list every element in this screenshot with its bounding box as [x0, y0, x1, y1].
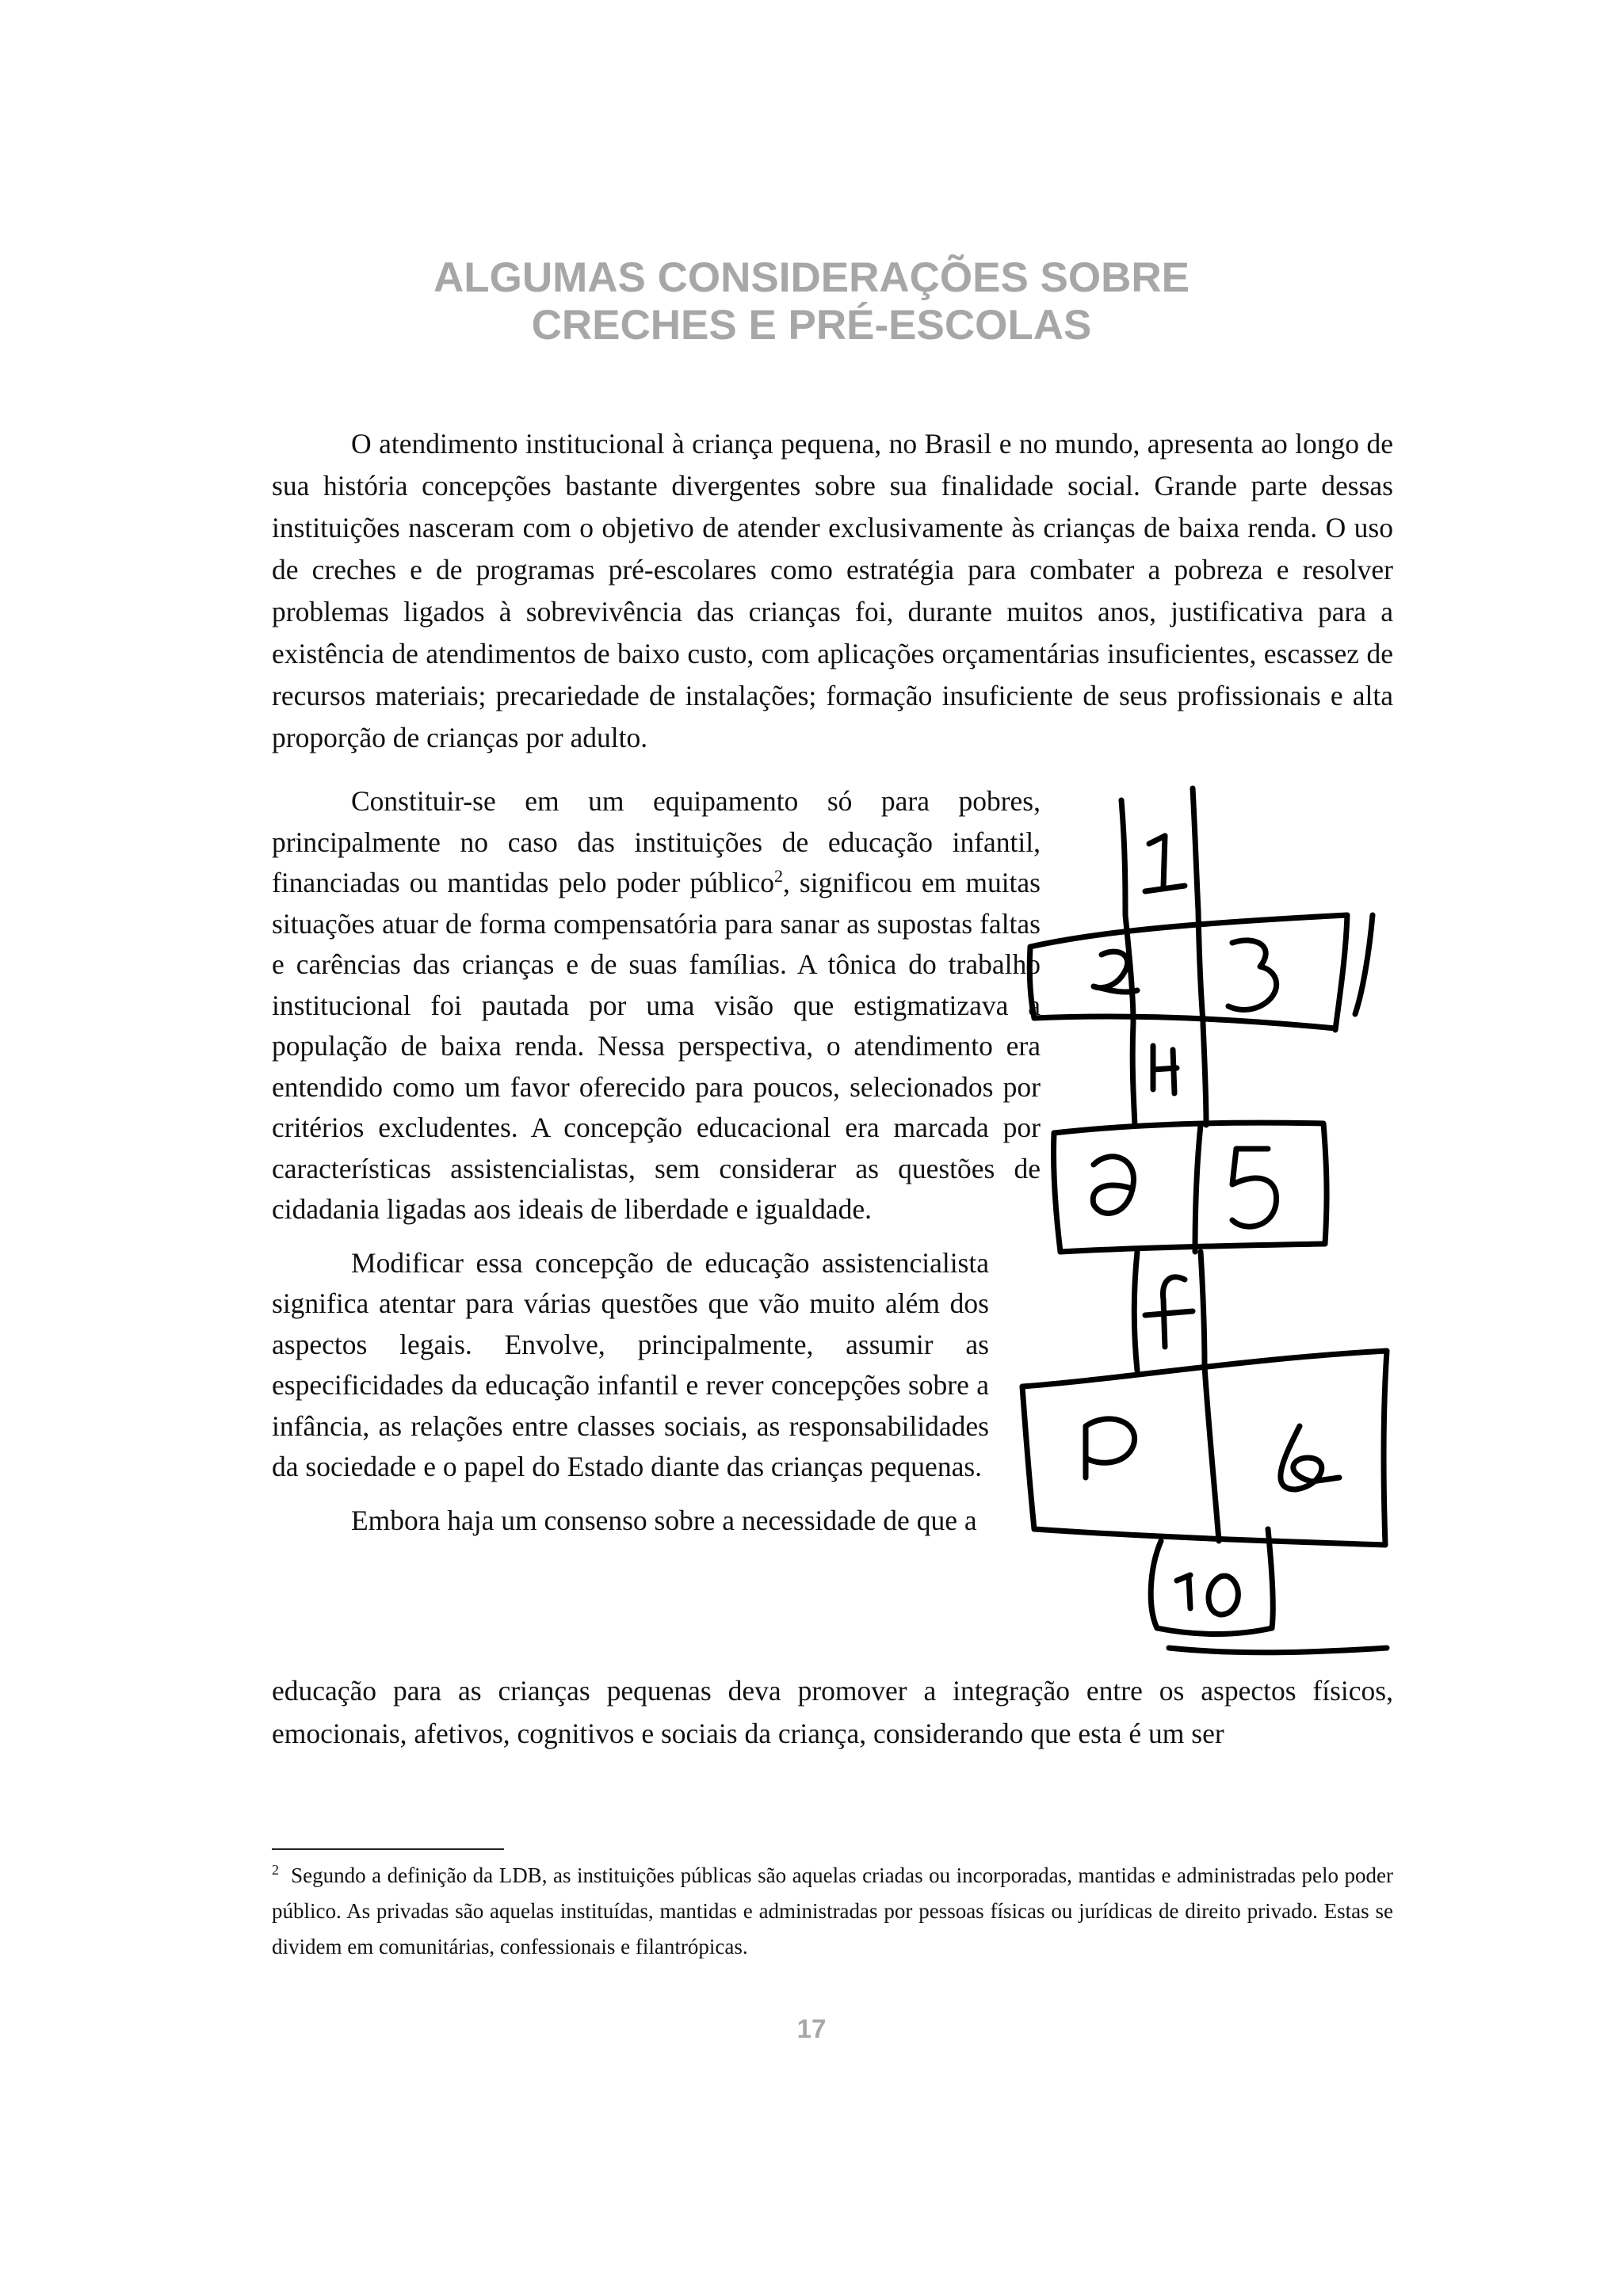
paragraph-2 — [272, 781, 1041, 1230]
paragraph-4-start: Embora haja um consenso sobre a necessidade de que a — [351, 1504, 977, 1536]
body-text-narrow — [272, 781, 1041, 1541]
footnote-text: Segundo a definição da LDB, as instituições públicas são aquelas criadas ou incorporadas, mantidas e administradas pelo poder público. As privadas são aquelas instituídas, mantidas e administradas por pessoas físicas ou jurídicas de direito privado. Estas se dividem em comunitárias, confessionais e filantrópicas. — [272, 1863, 1393, 1958]
paragraph-3: Modificar essa concepção de educação assistencialista significa atentar para várias questões que vão muito além dos aspectos legais. Envolve, principalmente, assumir as especificidades da educação infantil e rever concepções sobre a infância, as relações entre classes sociais, as responsabilidades da sociedade e o papel do Estado diante das crianças pequenas. — [272, 1246, 989, 1482]
chapter-title-line-2: CRECHES E PRÉ-ESCOLAS — [531, 302, 1092, 349]
paragraph-2-part-a: Constituir-se em um equipamento só para pobres, principalmente no caso das instituições de educação infantil, financiadas ou mantidas pelo poder público — [272, 785, 1041, 898]
paragraph-1: O atendimento institucional à criança pequena, no Brasil e no mundo, apresenta ao longo de sua história concepções bastante divergentes sobre sua finalidade social. Grande parte dessas instituições nasceram com o objetivo de atender exclusivamente às crianças de baixa renda. O uso de creches e de programas pré-escolares como estratégia para combater a pobreza e resolver problemas ligados à sobrevivência das crianças foi, durante muitos anos, justificativa para a existência de atendimentos de baixo custo, com aplicações orçamentárias insuficientes, escassez de recursos materiais; precariedade de instalações; formação insuficiente de seus profissionais e alta proporção de crianças por adulto. — [272, 428, 1393, 753]
chapter-title-line-1: ALGUMAS CONSIDERAÇÕES SOBRE — [433, 254, 1190, 301]
footnote-separator — [272, 1848, 504, 1850]
hopscotch-drawing — [1006, 776, 1419, 1672]
footnote-marker: 2 — [272, 1862, 279, 1878]
paragraph-4-continuation: educação para as crianças pequenas deva promover a integração entre os aspectos físicos, emocionais, afetivos, cognitivos e sociais da criança, considerando que esta é um ser — [272, 1675, 1393, 1749]
body-text-continuation — [272, 1669, 1393, 1755]
paragraph-2-part-b: , significou em muitas situações atuar de forma compensatória para sanar as supostas faltas e carências das crianças e de suas famílias. A tônica do trabalho institucional foi pautada por uma visão que estigmatizava a população de baixa renda. Nessa perspectiva, o atendimento era entendido como um favor oferecido para poucos, selecionados por critérios excludentes. A concepção educacional era marcada por características assistencialistas, sem considerar as questões de cidadania ligadas aos ideais de liberdade e igualdade. — [272, 867, 1041, 1225]
body-text-full — [272, 423, 1393, 759]
page-number: 17 — [796, 2014, 827, 2043]
footnote-reference: 2 — [773, 866, 783, 887]
footnote — [272, 1858, 1393, 1965]
